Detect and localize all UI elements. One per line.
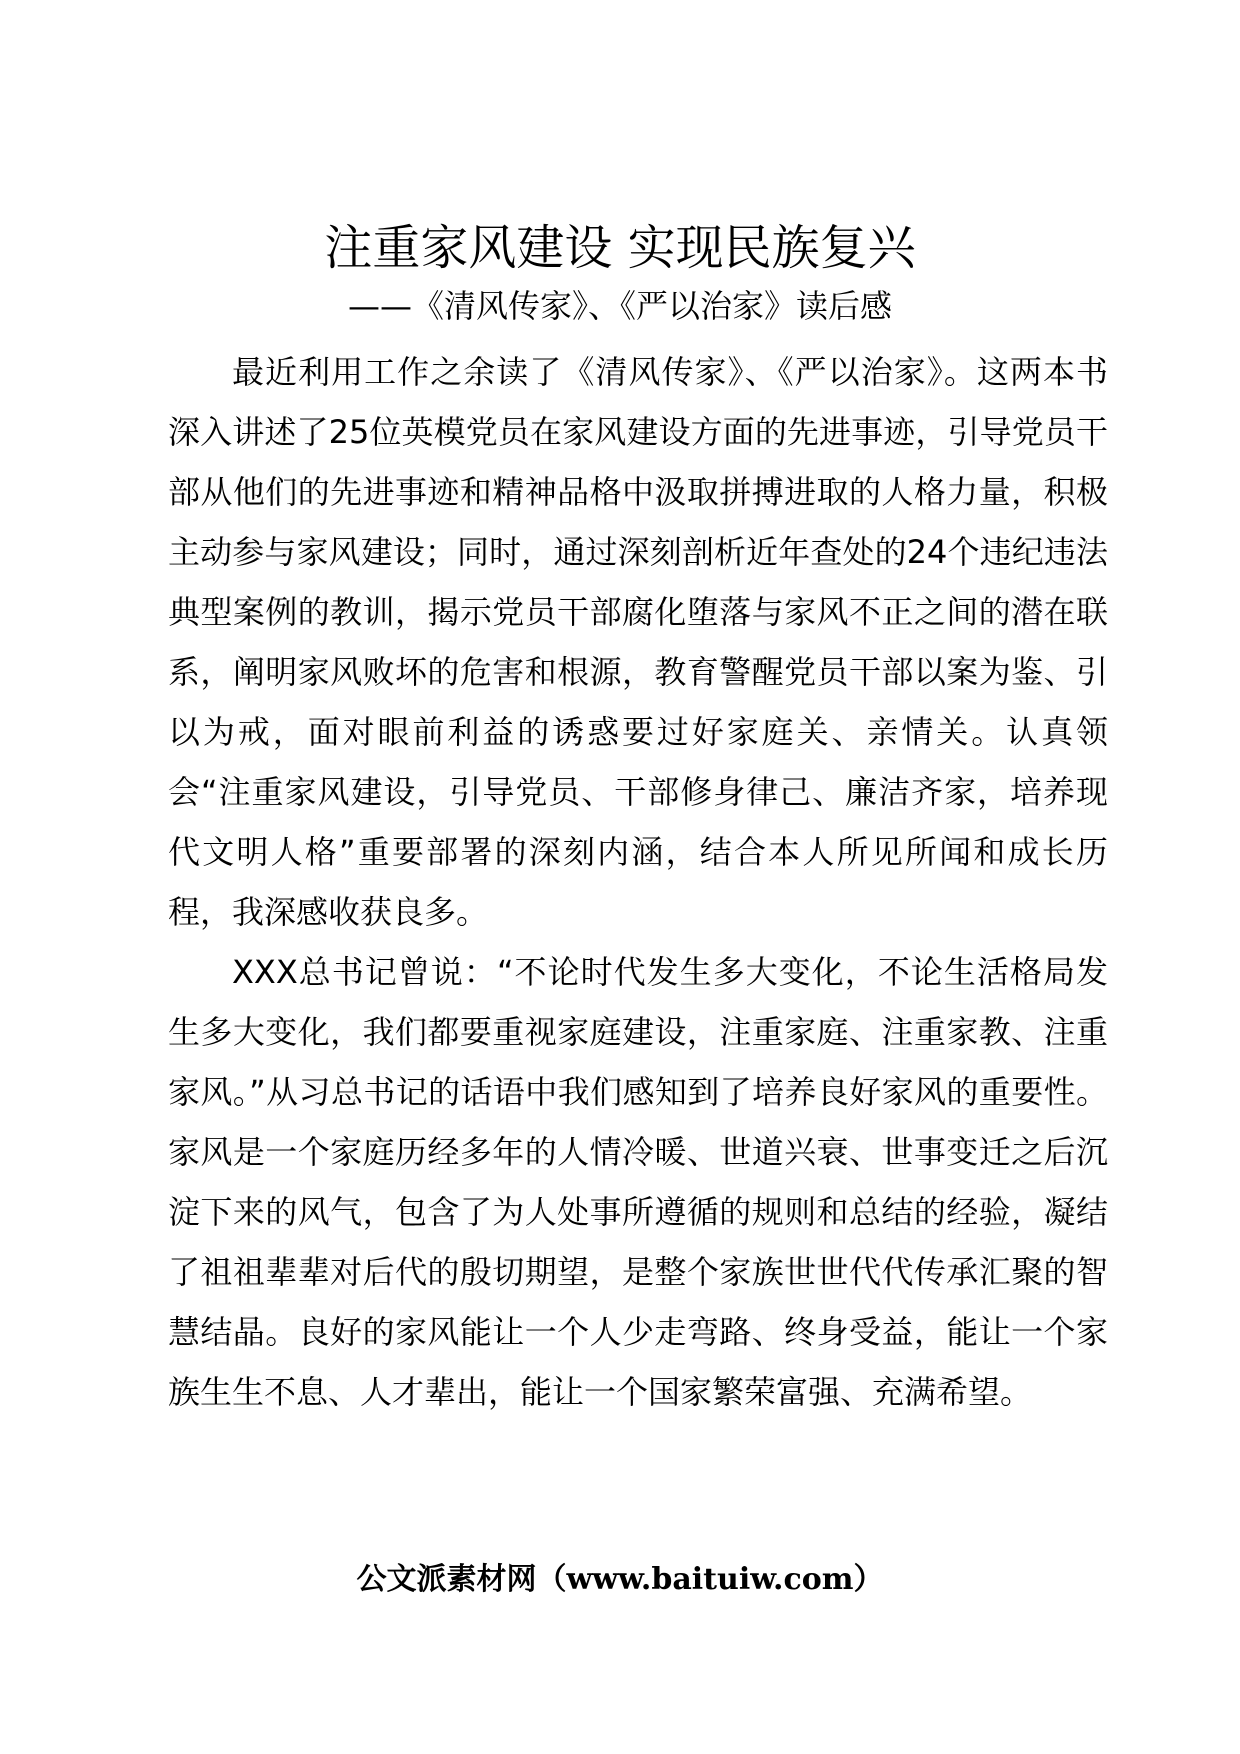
document-body [168,342,1108,1422]
document-title: 注重家风建设 实现民族复兴 [324,220,916,276]
paragraph-2: XXX总书记曾说：“不论时代发生多大变化，不论生活格局发生多大变化，我们都要重视家庭建设，注重家庭、注重家教、注重家风。”从习总书记的话语中我们感知到了培养良好家风的重要性。家风是一个家庭历经多年的人情冷暖、世道兴衰、世事变迁之后沉淀下来的风气，包含了为人处事所遵循的规则和总结的经验，凝结了祖祖辈辈对后代的殷切期望，是整个家族世世代代传承汇聚的智慧结晶。良好的家风能让一个人少走弯路、终身受益，能让一个家族生生不息、人才辈出，能让一个国家繁荣富强、充满希望。 [168,953,1108,1411]
paragraph-1: 最近利用工作之余读了《清风传家》、《严以治家》。这两本书深入讲述了25位英模党员在家风建设方面的先进事迹，引导党员干部从他们的先进事迹和精神品格中汲取拼搏进取的人格力量，积极主动参与家风建设；同时，通过深刻剖析近年查处的24个违纪违法典型案例的教训，揭示党员干部腐化堕落与家风不正之间的潜在联系，阐明家风败坏的危害和根源，教育警醒党员干部以案为鉴、引以为戒，面对眼前利益的诱惑要过好家庭关、亲情关。认真领会“注重家风建设，引导党员、干部修身律己、廉洁齐家，培养现代文明人格”重要部署的深刻内涵，结合本人所见所闻和成长历程，我深感收获良多。 [168,353,1108,931]
document-subtitle: ——《清风传家》、《严以治家》读后感 [347,287,892,325]
footer-watermark-text: 公文派素材网（www.baituiw.com） [356,1562,884,1597]
